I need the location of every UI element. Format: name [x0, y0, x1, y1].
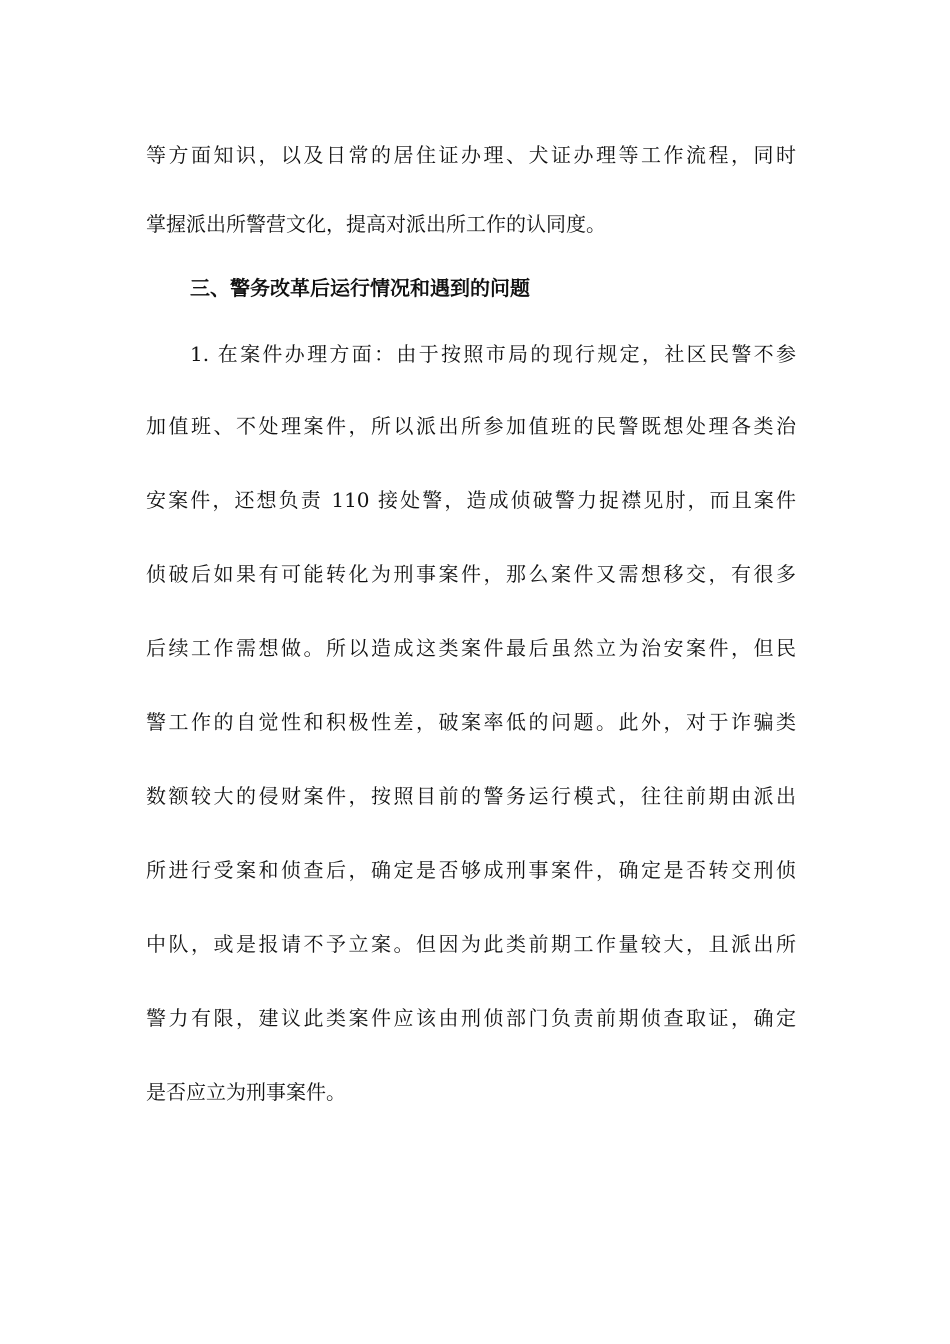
paragraph-line: 1. 在案件办理方面：由于按照市局的现行规定，社区民警不参	[190, 342, 796, 366]
paragraph-line: 是否应立为刑事案件。	[146, 1080, 346, 1104]
section-heading: 三、警务改革后运行情况和遇到的问题	[190, 276, 530, 300]
paragraph-line: 警力有限，建议此类案件应该由刑侦部门负责前期侦查取证，确定	[146, 1006, 796, 1030]
paragraph-line: 中队，或是报请不予立案。但因为此类前期工作量较大，且派出所	[146, 932, 796, 956]
paragraph-line: 后续工作需想做。所以造成这类案件最后虽然立为治安案件，但民	[146, 636, 796, 660]
paragraph-line: 警工作的自觉性和积极性差，破案率低的问题。此外，对于诈骗类	[146, 710, 796, 734]
paragraph-line: 侦破后如果有可能转化为刑事案件，那么案件又需想移交，有很多	[146, 562, 796, 586]
paragraph-line: 安案件，还想负责 110 接处警，造成侦破警力捉襟见肘，而且案件	[146, 488, 796, 512]
paragraph-line: 等方面知识，以及日常的居住证办理、犬证办理等工作流程，同时	[146, 143, 796, 167]
paragraph-line: 掌握派出所警营文化，提高对派出所工作的认同度。	[146, 212, 606, 236]
paragraph-line: 所进行受案和侦查后，确定是否够成刑事案件，确定是否转交刑侦	[146, 858, 796, 882]
paragraph-line: 加值班、不处理案件，所以派出所参加值班的民警既想处理各类治	[146, 414, 796, 438]
paragraph-line: 数额较大的侵财案件，按照目前的警务运行模式，往往前期由派出	[146, 784, 796, 808]
